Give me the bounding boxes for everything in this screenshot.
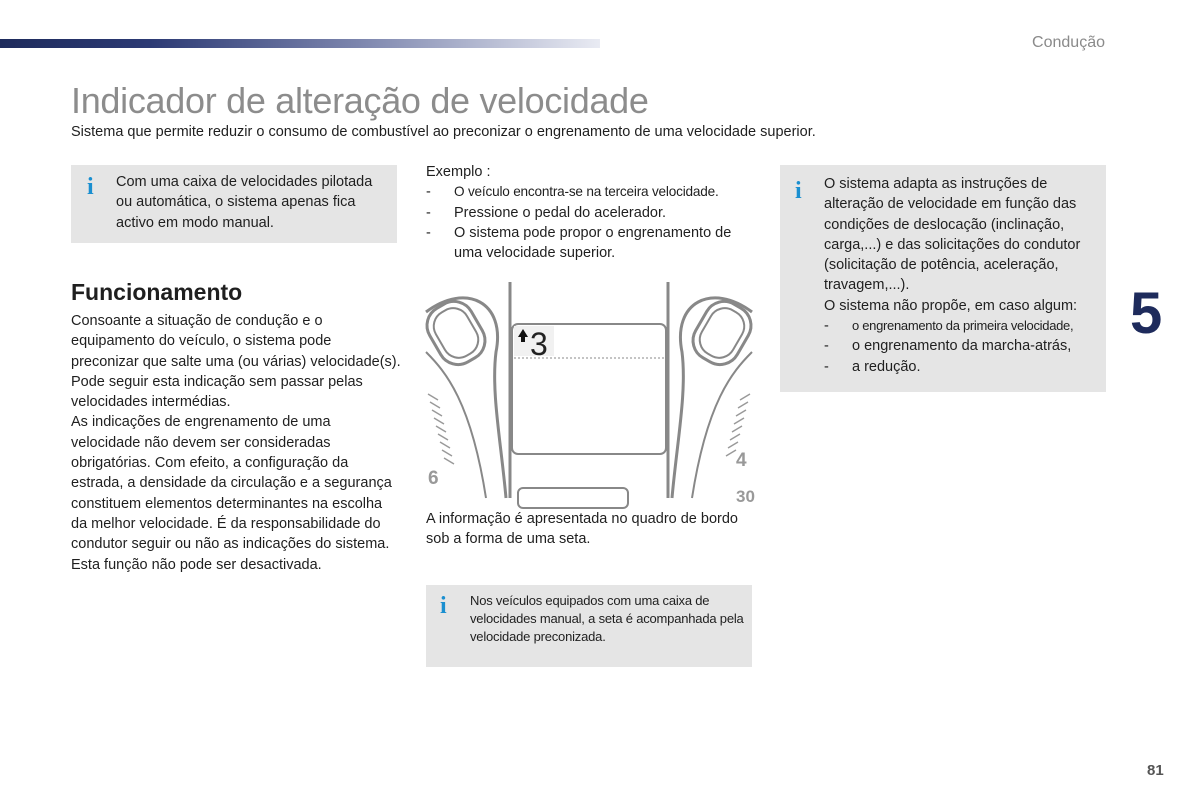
list-item: [426, 203, 756, 223]
info-box-text: Com uma caixa de velocidades pilotada ou automática, o sistema apenas fica activo em modo manual.: [116, 174, 373, 231]
list-item-text: o engrenamento da marcha-atrás,: [852, 338, 1072, 355]
funcionamento-body: [71, 311, 401, 575]
page-subtitle: Sistema que permite reduzir o consumo de combustível ao preconizar o engrenamento de uma velocidade superior.: [71, 124, 816, 140]
list-item-text: Pressione o pedal do acelerador.: [454, 204, 667, 221]
center-display: [510, 282, 668, 508]
list-dash: -: [426, 204, 431, 221]
list-dash: -: [824, 338, 829, 355]
list-item: [824, 316, 1099, 336]
info-list: [824, 316, 1099, 377]
list-item: [824, 336, 1099, 356]
example-label: Exemplo :: [426, 164, 491, 180]
info-paragraph: O sistema adapta as instruções de alteração de velocidade em função das condições de deslocação (inclinação, carga,...) e das solicitações do condutor (solicitação de potência, aceleração, travagem,...).: [824, 176, 1081, 294]
list-item-text: O veículo encontra-se na terceira velocidade.: [454, 184, 719, 200]
list-dash: -: [426, 184, 431, 201]
instrument-cluster-image: [426, 282, 755, 506]
gear-digit: 3: [530, 326, 548, 362]
list-dash: -: [824, 318, 829, 335]
example-block: [426, 162, 756, 263]
paragraph: Consoante a situação de condução e o equipamento do veículo, o sistema pode preconizar que salte uma (ou várias) velocidade(s). Pode seguir esta indicação sem passar pelas velocidades intermédias.: [71, 313, 401, 411]
list-item: [426, 223, 756, 264]
info-paragraph: O sistema não propõe, em caso algum:: [824, 297, 1078, 314]
right-dial-ticks: [726, 394, 750, 456]
list-item: [426, 182, 756, 202]
section-name: Condução: [1032, 34, 1105, 51]
info-icon: i: [440, 593, 447, 619]
list-item-text: a redução.: [852, 358, 921, 375]
paragraph: As indicações de engrenamento de uma velocidade não devem ser consideradas obrigatórias. Com efeito, a configuração da estrada, a densidade da circulação e a segurança constituem elementos determinantes na escolha da melhor velocidade. É da responsabilidade do condutor seguir ou não as indicações do sistema.: [71, 414, 392, 553]
section-heading-funcionamento: Funcionamento: [71, 279, 243, 305]
left-dial-ticks: [428, 394, 454, 464]
list-item-text: O sistema pode propor o engrenamento de uma velocidade superior.: [454, 224, 732, 262]
header-accent-bar: [0, 39, 600, 48]
list-item-text: o engrenamento da primeira velocidade,: [852, 318, 1074, 334]
info-box-text: [824, 174, 1099, 377]
right-dial-partial-number: 30: [736, 487, 755, 506]
list-dash: -: [426, 224, 431, 241]
left-dial-number: 6: [428, 468, 439, 489]
info-icon: i: [87, 174, 94, 200]
info-box-pilotada: [71, 165, 397, 243]
info-icon: i: [795, 178, 802, 204]
chapter-number: 5: [1130, 281, 1163, 346]
info-box-manual: [426, 585, 752, 667]
list-item: [824, 357, 1099, 377]
example-list: [426, 182, 756, 263]
list-dash: -: [824, 358, 829, 375]
paragraph: Esta função não pode ser desactivada.: [71, 556, 322, 573]
image-caption: A informação é apresentada no quadro de bordo sob a forma de uma seta.: [426, 511, 738, 548]
right-dial-number: 4: [736, 450, 747, 471]
info-box-text: Nos veículos equipados com uma caixa de velocidades manual, a seta é acompanhada pela velocidade preconizada.: [470, 593, 744, 644]
info-box-adaptation: [780, 165, 1106, 392]
page-title: Indicador de alteração de velocidade: [71, 80, 649, 121]
page-number: 81: [1147, 762, 1164, 779]
